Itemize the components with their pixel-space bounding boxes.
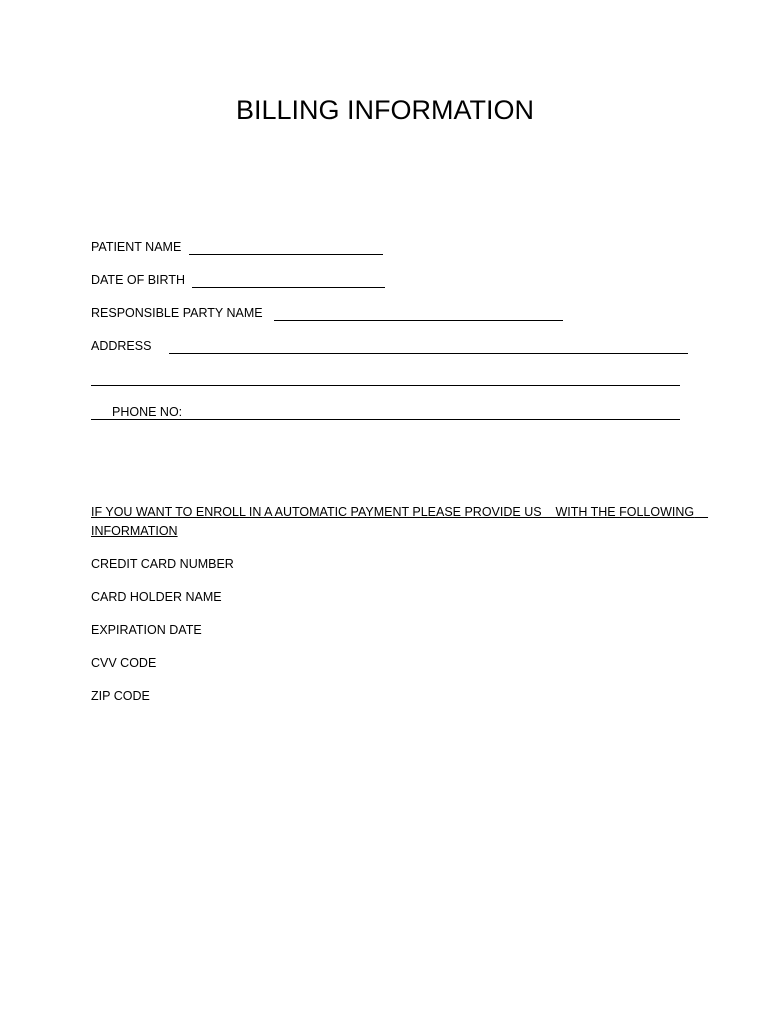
address-field-line-2[interactable] <box>91 385 680 386</box>
date-of-birth-label: DATE OF BIRTH <box>91 273 185 287</box>
autopay-intro-line-1: IF YOU WANT TO ENROLL IN A AUTOMATIC PAYMENT PLEASE PROVIDE US WITH THE FOLLOWING <box>91 505 695 519</box>
patient-name-field[interactable] <box>189 239 383 255</box>
address-row <box>91 338 688 354</box>
responsible-party-field[interactable] <box>274 305 563 321</box>
cvv-code-label: CVV CODE <box>91 656 157 670</box>
date-of-birth-field[interactable] <box>192 272 385 288</box>
card-holder-name-label: CARD HOLDER NAME <box>91 590 222 604</box>
autopay-instructions <box>91 503 695 541</box>
address-field-line-1[interactable] <box>169 338 688 354</box>
autopay-intro-line-2: INFORMATION <box>91 524 178 538</box>
patient-name-label: PATIENT NAME <box>91 240 182 254</box>
zip-code-label: ZIP CODE <box>91 689 150 703</box>
date-of-birth-row <box>91 272 385 288</box>
phone-label: PHONE NO: <box>112 405 183 419</box>
patient-name-row <box>91 239 383 255</box>
responsible-party-row <box>91 305 563 321</box>
credit-card-number-label: CREDIT CARD NUMBER <box>91 557 234 571</box>
page-title: BILLING INFORMATION <box>235 95 535 125</box>
address-label: ADDRESS <box>91 339 152 353</box>
phone-row[interactable] <box>91 404 680 420</box>
responsible-party-label: RESPONSIBLE PARTY NAME <box>91 306 263 320</box>
expiration-date-label: EXPIRATION DATE <box>91 623 202 637</box>
